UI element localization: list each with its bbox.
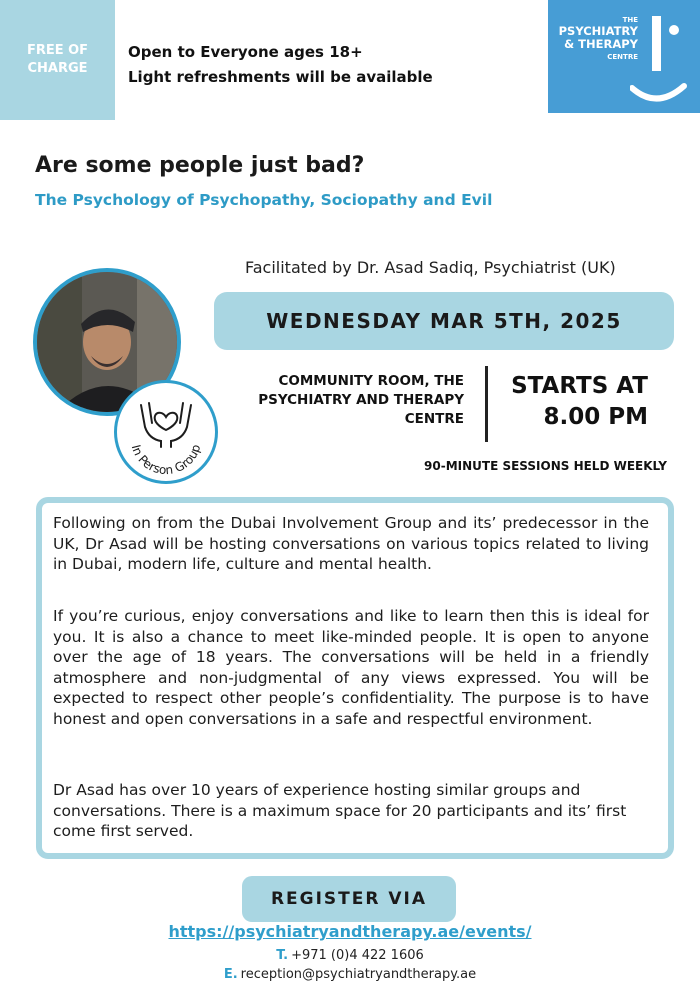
logo-line1: PSYCHIATRY xyxy=(558,24,638,38)
facilitator-line: Facilitated by Dr. Asad Sadiq, Psychiatrist (UK) xyxy=(245,258,616,277)
starts-label: STARTS AT xyxy=(511,373,648,399)
venue-line3: CENTRE xyxy=(404,411,464,427)
centre-logo xyxy=(548,0,700,113)
event-date: WEDNESDAY MAR 5TH, 2025 xyxy=(266,309,622,333)
page-title: Are some people just bad? xyxy=(35,153,365,178)
register-button[interactable] xyxy=(242,876,456,922)
description-paragraph-3: Dr Asad has over 10 years of experience hosting similar groups and conversations. There is a maximum space for 20 participants and its’ first come first served. xyxy=(53,781,627,840)
logo-centre: CENTRE xyxy=(607,53,638,61)
divider xyxy=(485,366,488,442)
free-of-charge-badge xyxy=(0,0,115,120)
refreshments-info: Light refreshments will be available xyxy=(128,68,433,86)
session-frequency: 90-MINUTE SESSIONS HELD WEEKLY xyxy=(424,459,667,473)
age-info: Open to Everyone ages 18+ xyxy=(128,43,363,61)
free-of-charge-label: FREE OF CHARGE xyxy=(26,43,89,76)
start-time xyxy=(500,371,648,433)
in-person-group-badge xyxy=(114,380,218,484)
event-date-banner xyxy=(214,292,674,350)
register-label: REGISTER VIA xyxy=(270,889,428,909)
event-info-lines xyxy=(128,40,433,90)
description-paragraph-2: If you’re curious, enjoy conversations and like to learn then this is ideal for you. It is also a chance to meet like-minded people. It is open to anyone over the age of 18 years. The conversations will be held in a friendly atmosphere and non-judgmental of any views expressed. You will be expected to respect other people’s confidentiality. The purpose is to have honest and open conversations in a safe and respectful environment. xyxy=(53,607,649,728)
svg-text:In Person Group xyxy=(129,443,204,478)
venue-line1: COMMUNITY ROOM, THE xyxy=(278,373,464,389)
phone-label: T. xyxy=(276,948,289,963)
badge-label: In Person Group xyxy=(128,442,204,478)
venue-line2: PSYCHIATRY AND THERAPY xyxy=(258,392,464,408)
phone-number: +971 (0)4 422 1606 xyxy=(291,948,424,963)
events-link[interactable]: https://psychiatryandtherapy.ae/events/ xyxy=(168,922,532,941)
logo-line2: & THERAPY xyxy=(564,37,638,51)
phone-contact xyxy=(0,948,700,963)
email-address[interactable]: reception@psychiatryandtherapy.ae xyxy=(240,967,477,982)
venue-info xyxy=(228,372,464,429)
smile-logo-icon xyxy=(630,14,688,106)
page-subtitle: The Psychology of Psychopathy, Sociopathy and Evil xyxy=(35,191,493,209)
start-time-value: 8.00 PM xyxy=(543,404,648,430)
email-label: E. xyxy=(223,967,238,982)
caring-hands-heart-icon xyxy=(117,383,215,481)
logo-the: THE xyxy=(622,16,638,24)
logo-wordmark xyxy=(559,16,638,64)
description-paragraph-1: Following on from the Dubai Involvement Group and its’ predecessor in the UK, Dr Asad will be hosting conversations on various topics related to living in Dubai, modern life, culture and mental health. xyxy=(53,514,649,573)
email-contact xyxy=(0,967,700,982)
